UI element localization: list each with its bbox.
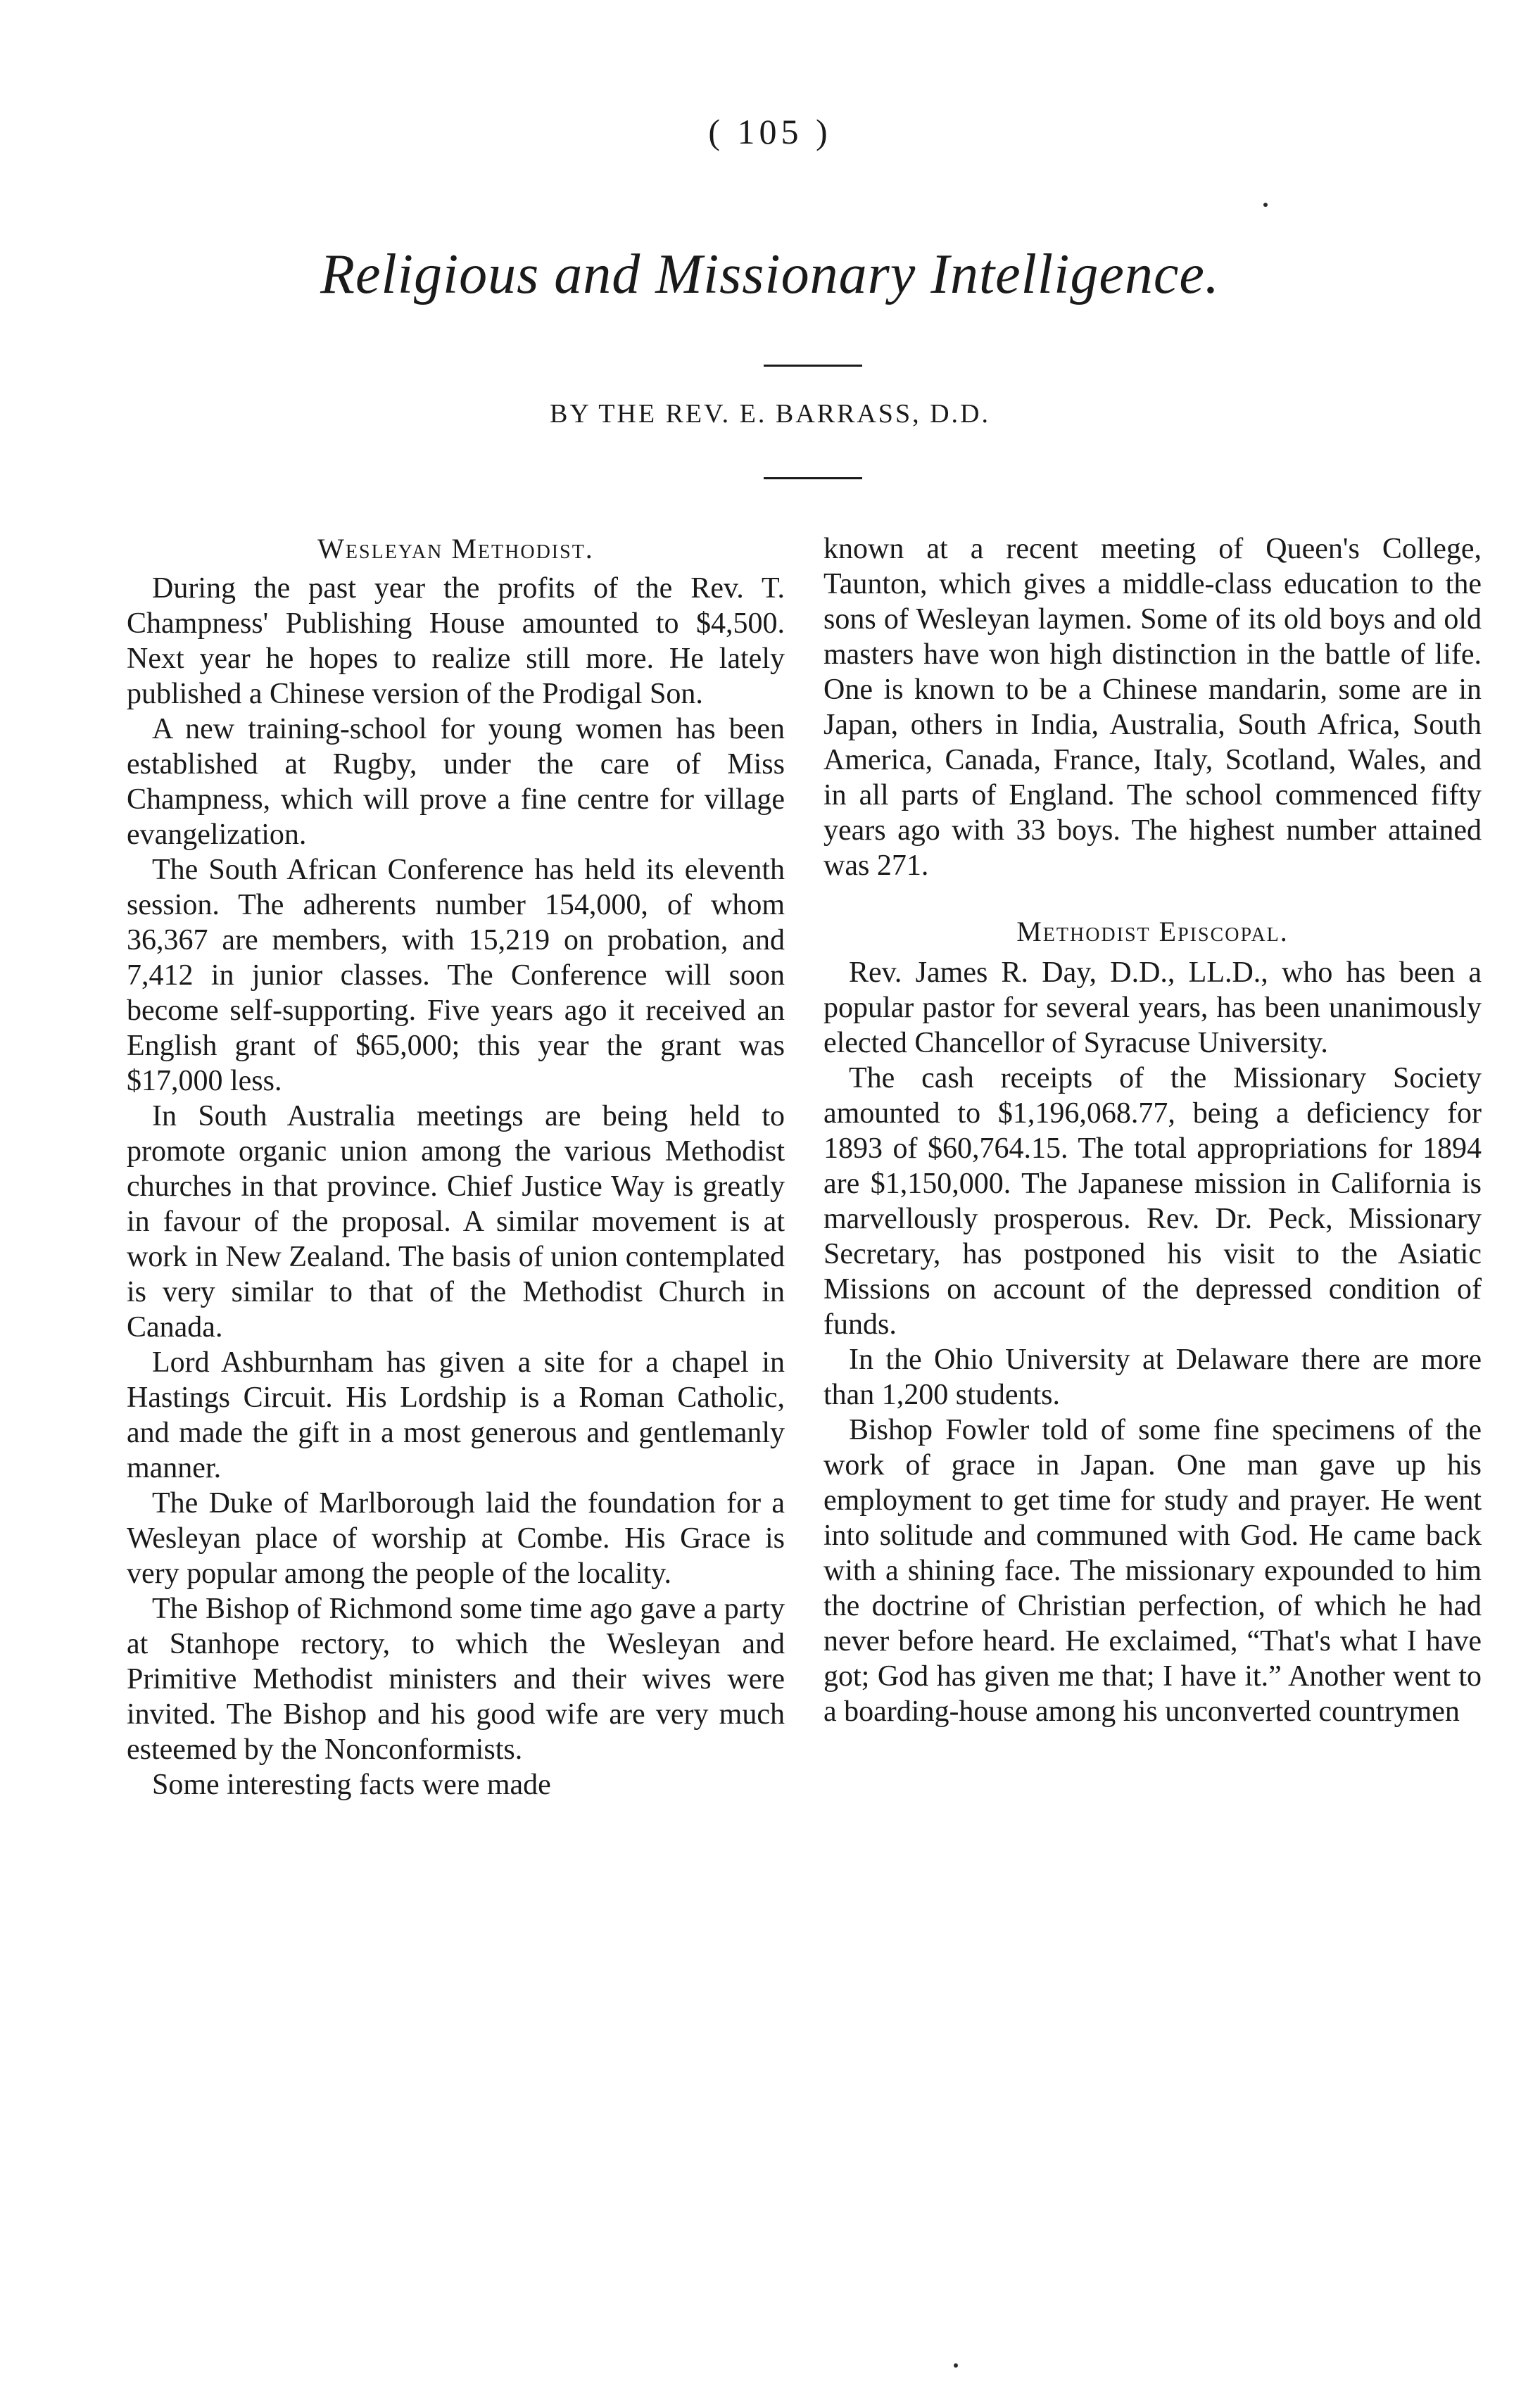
article-paragraph: The Duke of Marlborough laid the foundation for a Wesleyan place of worship at Combe. His Grace is very popular among the people of the locality.: [127, 1487, 785, 1590]
section-heading-wesleyan: Wesleyan Methodist.: [317, 533, 594, 564]
article-paragraph: Some interesting facts were made: [152, 1769, 551, 1801]
title-divider: [764, 365, 862, 367]
page-number: ( 105 ): [708, 112, 832, 151]
print-speck: [954, 2363, 958, 2368]
right-column: [823, 531, 1482, 1729]
article-paragraph-continued: known at a recent meeting of Queen's College, Taunton, which gives a middle-class education to the sons of Wesleyan laymen. Some of its old boys and old masters have won high distinction in the battle of life. One is known to be a Chinese mandarin, some are in Japan, others in India, Australia, South Africa, South America, Canada, France, Italy, Scotland, Wales, and in all parts of England. The school commenced fifty years ago with 33 boys. The highest number attained was 271.: [823, 533, 1482, 882]
byline-divider: [764, 477, 862, 479]
article-paragraph: The Bishop of Richmond some time ago gave a party at Stanhope rectory, to which the Wesleyan and Primitive Methodist ministers and their wives were invited. The Bishop and his good wife are very much esteemed by the Nonconformists.: [127, 1593, 785, 1766]
article-paragraph: During the past year the profits of the Rev. T. Champness' Publishing House amounted to $4,500. Next year he hopes to realize still more. He lately published a Chinese version of the Prodigal Son.: [127, 572, 785, 710]
article-paragraph: The South African Conference has held its eleventh session. The adherents number 154,000, of whom 36,367 are members, with 15,219 on probation, and 7,412 in junior classes. The Conference will soon become self-supporting. Five years ago it received an English grant of $65,000; this year the grant was $17,000 less.: [127, 854, 785, 1097]
section-heading-episcopal: Methodist Episcopal.: [1016, 916, 1289, 947]
print-speck: [1263, 203, 1268, 207]
article-paragraph: Rev. James R. Day, D.D., LL.D., who has been a popular pastor for several years, has been unanimously elected Chancellor of Syracuse University.: [823, 956, 1482, 1059]
article-paragraph: A new training-school for young women has been established at Rugby, under the care of Miss Champness, which will prove a fine centre for village evangelization.: [127, 713, 785, 851]
article-paragraph: In South Australia meetings are being held to promote organic union among the various Methodist churches in that province. Chief Justice Way is greatly in favour of the proposal. A similar movement is at work in New Zealand. The basis of union contemplated is very similar to that of the Methodist Church in Canada.: [127, 1100, 785, 1344]
article-paragraph: Bishop Fowler told of some fine specimens of the work of grace in Japan. One man gave up his employment to get time for study and prayer. He went into solitude and communed with God. He came back with a shining face. The missionary expounded to him the doctrine of Christian perfection, of which he had never before heard. He exclaimed, “That's what I have got; God has given me that; I have it.” Another went to a boarding-house among his unconverted countrymen: [823, 1414, 1482, 1728]
byline: BY THE REV. E. BARRASS, D.D.: [550, 399, 990, 429]
article-paragraph: Lord Ashburnham has given a site for a chapel in Hastings Circuit. His Lordship is a Roman Catholic, and made the gift in a most generous and gentlemanly manner.: [127, 1346, 785, 1484]
page-title: Religious and Missionary Intelligence.: [320, 244, 1220, 305]
left-column: [127, 531, 785, 1802]
article-paragraph: The cash receipts of the Missionary Society amounted to $1,196,068.77, being a deficiency for 1893 of $60,764.15. The total appropriations for 1894 are $1,150,000. The Japanese mission in California is marvellously prosperous. Rev. Dr. Peck, Missionary Secretary, has postponed his visit to the Asiatic Missions on account of the depressed condition of funds.: [823, 1062, 1482, 1341]
article-paragraph: In the Ohio University at Delaware there are more than 1,200 students.: [823, 1344, 1482, 1411]
